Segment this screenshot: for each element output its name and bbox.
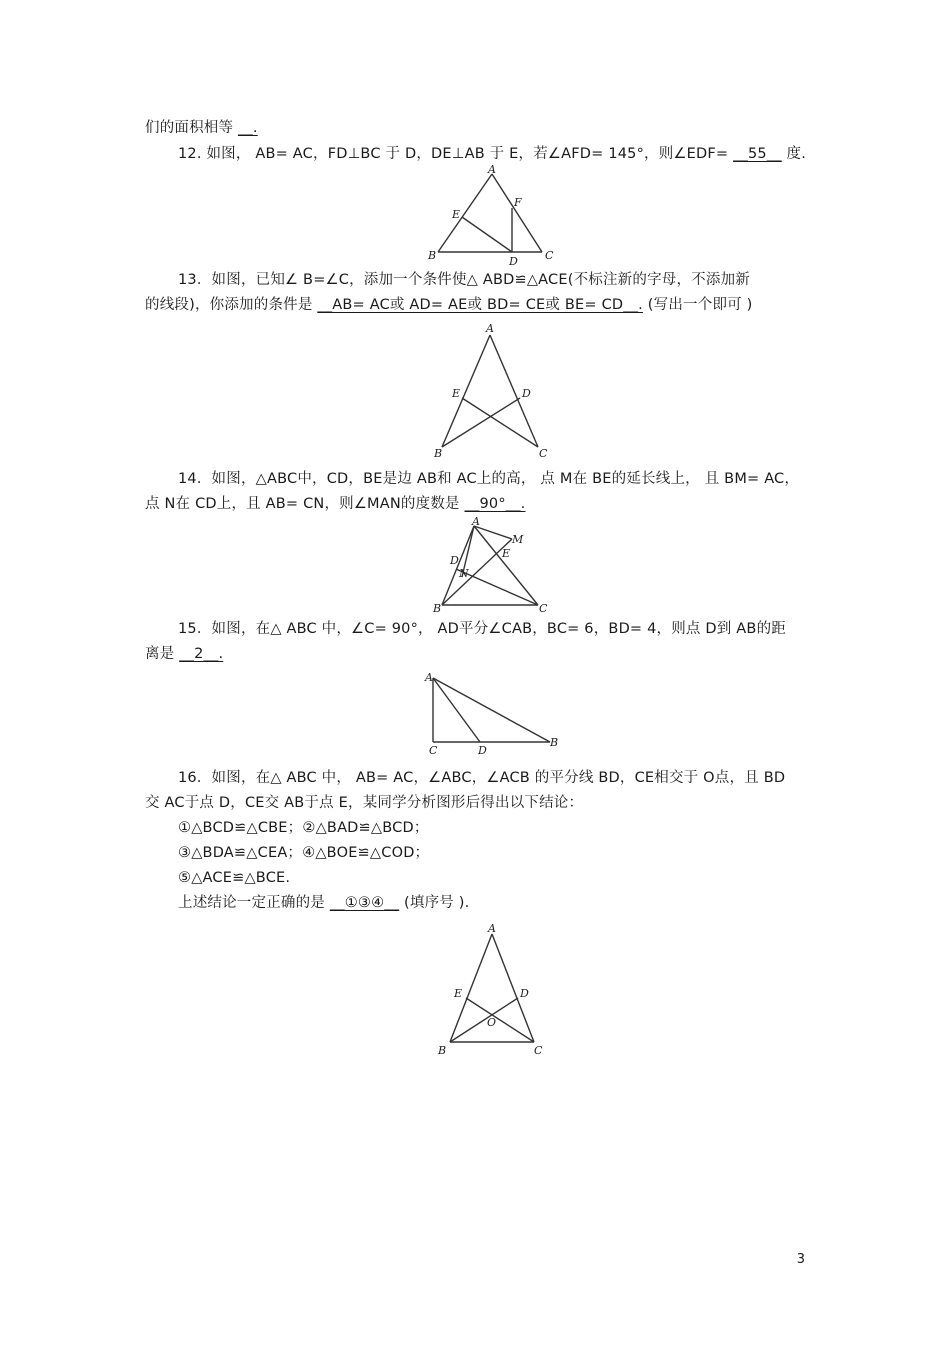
segment-ab [442, 335, 490, 447]
page-number: 3 [796, 1252, 805, 1267]
label-e: E [452, 387, 461, 400]
text-fragment: ①△BCD≌△CBE；②△BAD≌△BCD； [178, 820, 429, 836]
text-fragment: ⑤△ACE≌△BCE. [178, 870, 291, 886]
segment-ab [438, 174, 492, 252]
label-n: N [459, 567, 469, 580]
answer: __90°__. [464, 496, 526, 512]
label-c: C [534, 1044, 543, 1057]
label-d: D [450, 554, 459, 567]
segment-bd [450, 998, 518, 1042]
text-line [145, 118, 258, 138]
label-c: C [429, 744, 438, 757]
text-fragment: 们的面积相等 [145, 120, 234, 136]
question-14-line-2 [145, 494, 525, 514]
answer: __2__. [179, 646, 224, 662]
question-13 [178, 270, 750, 290]
label-b: B [434, 447, 443, 460]
label-a: A [425, 671, 433, 684]
label-a: A [472, 515, 480, 528]
label-b: B [550, 736, 559, 749]
question-15-line-2 [145, 644, 223, 664]
label-d: D [520, 987, 529, 1000]
question-12 [178, 144, 806, 164]
text-fragment: 16．如图，在△ ABC 中， AB= AC，∠ABC，∠ACB 的平分线 BD，CE相交于 O点，且 BD [178, 770, 786, 786]
segment-ad [433, 678, 480, 742]
segment-ce [462, 398, 538, 447]
label-m: M [512, 533, 524, 546]
label-d: D [509, 255, 518, 268]
label-a: A [486, 322, 494, 335]
label-e: E [454, 987, 463, 1000]
label-d: D [478, 744, 487, 757]
answer: __AB= AC或 AD= AE或 BD= CE或 BE= CD__. [317, 297, 643, 313]
figure-15 [420, 670, 570, 762]
figure-13 [430, 320, 550, 460]
text-fragment: (填序号 ). [404, 895, 470, 911]
label-b: B [433, 602, 442, 615]
question-16-answer-line [178, 893, 469, 913]
text-fragment: 交 AC于点 D，CE交 AB于点 E，某同学分析图形后得出以下结论： [145, 795, 584, 811]
segment-ac [492, 174, 542, 252]
segment-bd [442, 398, 520, 447]
text-fragment: 离是 [145, 646, 175, 662]
question-16 [178, 768, 785, 788]
text-fragment: ③△BDA≌△CEA；④△BOE≌△COD； [178, 845, 430, 861]
text-fragment: (写出一个即可 ) [647, 297, 753, 313]
segment-ab [433, 678, 550, 742]
text-fragment: 上述结论一定正确的是 [178, 895, 325, 911]
text-fragment: 点 N在 CD上，且 AB= CN，则∠MAN的度数是 [145, 496, 460, 512]
label-b: B [428, 249, 437, 262]
label-c: C [539, 602, 548, 615]
answer: __55__ [733, 146, 782, 162]
conclusion-5 [178, 868, 290, 888]
figure-16 [430, 920, 550, 1060]
label-e: E [452, 208, 461, 221]
text-fragment: 12. 如图， AB= AC，FD⊥BC 于 D，DE⊥AB 于 E，若∠AFD= 145°，则∠EDF= [178, 146, 729, 162]
segment-de [462, 217, 512, 252]
text-fragment: 15．如图，在△ ABC 中，∠C= 90°， AD平分∠CAB，BC= 6，BD= 4，则点 D到 AB的距 [178, 621, 786, 637]
label-d: D [522, 387, 531, 400]
text-fragment: 13．如图，已知∠ B=∠C，添加一个条件使△ ABD≌△ACE(不标注新的字母，不添加新 [178, 272, 750, 288]
segment-ce [466, 998, 534, 1042]
answer: __. [238, 120, 258, 136]
conclusion-3-4 [178, 843, 429, 863]
label-a: A [488, 922, 496, 935]
text-fragment: 14．如图，△ABC中，CD，BE是边 AB和 AC上的高， 点 M在 BE的延长线上， 且 BM= AC， [178, 471, 800, 487]
question-15 [178, 619, 786, 639]
question-13-line-2 [145, 295, 753, 315]
question-14 [178, 469, 799, 489]
text-fragment: 度. [786, 146, 807, 162]
label-o: O [487, 1016, 497, 1029]
label-b: B [438, 1044, 447, 1057]
label-c: C [545, 249, 554, 262]
conclusion-1-2 [178, 818, 429, 838]
label-c: C [539, 447, 548, 460]
label-a: A [488, 163, 496, 176]
text-fragment: 的线段)，你添加的条件是 [145, 297, 313, 313]
label-e: E [502, 547, 511, 560]
figure-12 [420, 162, 560, 268]
question-16-line-2 [145, 793, 583, 813]
figure-14 [430, 515, 550, 615]
label-f: F [514, 196, 522, 209]
answer: __①③④__ [329, 895, 400, 911]
